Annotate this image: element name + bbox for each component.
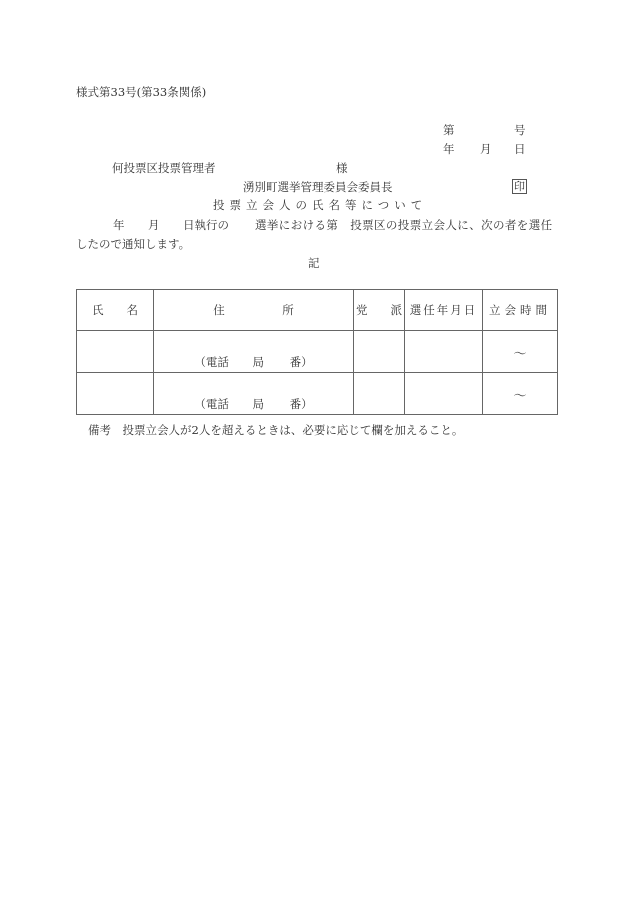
cell-address[interactable] <box>154 373 354 415</box>
hours-tilde: ～ <box>513 347 527 362</box>
cell-hours[interactable] <box>483 331 558 373</box>
number-suffix: 号 <box>514 123 526 137</box>
table-row <box>77 331 558 373</box>
header-appointed-date: 選任年月日 <box>405 290 483 331</box>
phone-exchange: 局 <box>252 355 264 369</box>
header-address: 住 所 <box>154 290 354 331</box>
phone-number: 番） <box>289 355 313 369</box>
date-day: 日 <box>514 142 526 156</box>
seal-mark <box>512 179 527 194</box>
cell-hours[interactable] <box>483 373 558 415</box>
body-line2: したので通知します。 <box>76 237 191 251</box>
addressee-honorific: 様 <box>336 161 348 175</box>
table-row <box>77 373 558 415</box>
cell-party[interactable] <box>354 373 405 415</box>
addressee-name: 何投票区投票管理者 <box>112 161 216 175</box>
cell-name[interactable] <box>77 373 154 415</box>
phone-exchange: 局 <box>252 397 264 411</box>
table-header-row <box>77 290 558 331</box>
form-label: 様式第33号(第33条関係) <box>76 85 207 99</box>
cell-appointed-date[interactable] <box>405 373 483 415</box>
cell-party[interactable] <box>354 331 405 373</box>
cell-appointed-date[interactable] <box>405 331 483 373</box>
phone-label: （電話 <box>194 397 229 411</box>
phone-number: 番） <box>289 397 313 411</box>
date-month: 月 <box>480 142 492 156</box>
hours-tilde: ～ <box>513 389 527 404</box>
note: 備考 投票立会人が2人を超えるときは、必要に応じて欄を加えること。 <box>88 423 464 437</box>
cell-address[interactable] <box>154 331 354 373</box>
sender-title: 湧別町選挙管理委員会委員長 <box>243 180 393 194</box>
seal-box: 印 <box>514 180 525 193</box>
ki-heading: 記 <box>308 256 320 270</box>
body-month: 月 <box>148 218 160 232</box>
cell-name[interactable] <box>77 331 154 373</box>
header-party: 党 派 <box>354 290 405 331</box>
body-line1-rest: 選挙における第 投票区の投票立会人に、次の者を選任 <box>255 218 553 232</box>
header-name: 氏 名 <box>77 290 154 331</box>
body-year: 年 <box>113 218 125 232</box>
phone-line <box>154 396 353 414</box>
phone-line <box>154 354 353 372</box>
phone-label: （電話 <box>194 355 229 369</box>
header-hours: 立会時間 <box>483 290 558 331</box>
poll-witness-table <box>76 289 558 415</box>
date-year: 年 <box>443 142 455 156</box>
number-prefix: 第 <box>443 123 455 137</box>
subject: 投票立会人の氏名等について <box>213 198 428 212</box>
body-day-exec: 日執行の <box>183 218 229 232</box>
